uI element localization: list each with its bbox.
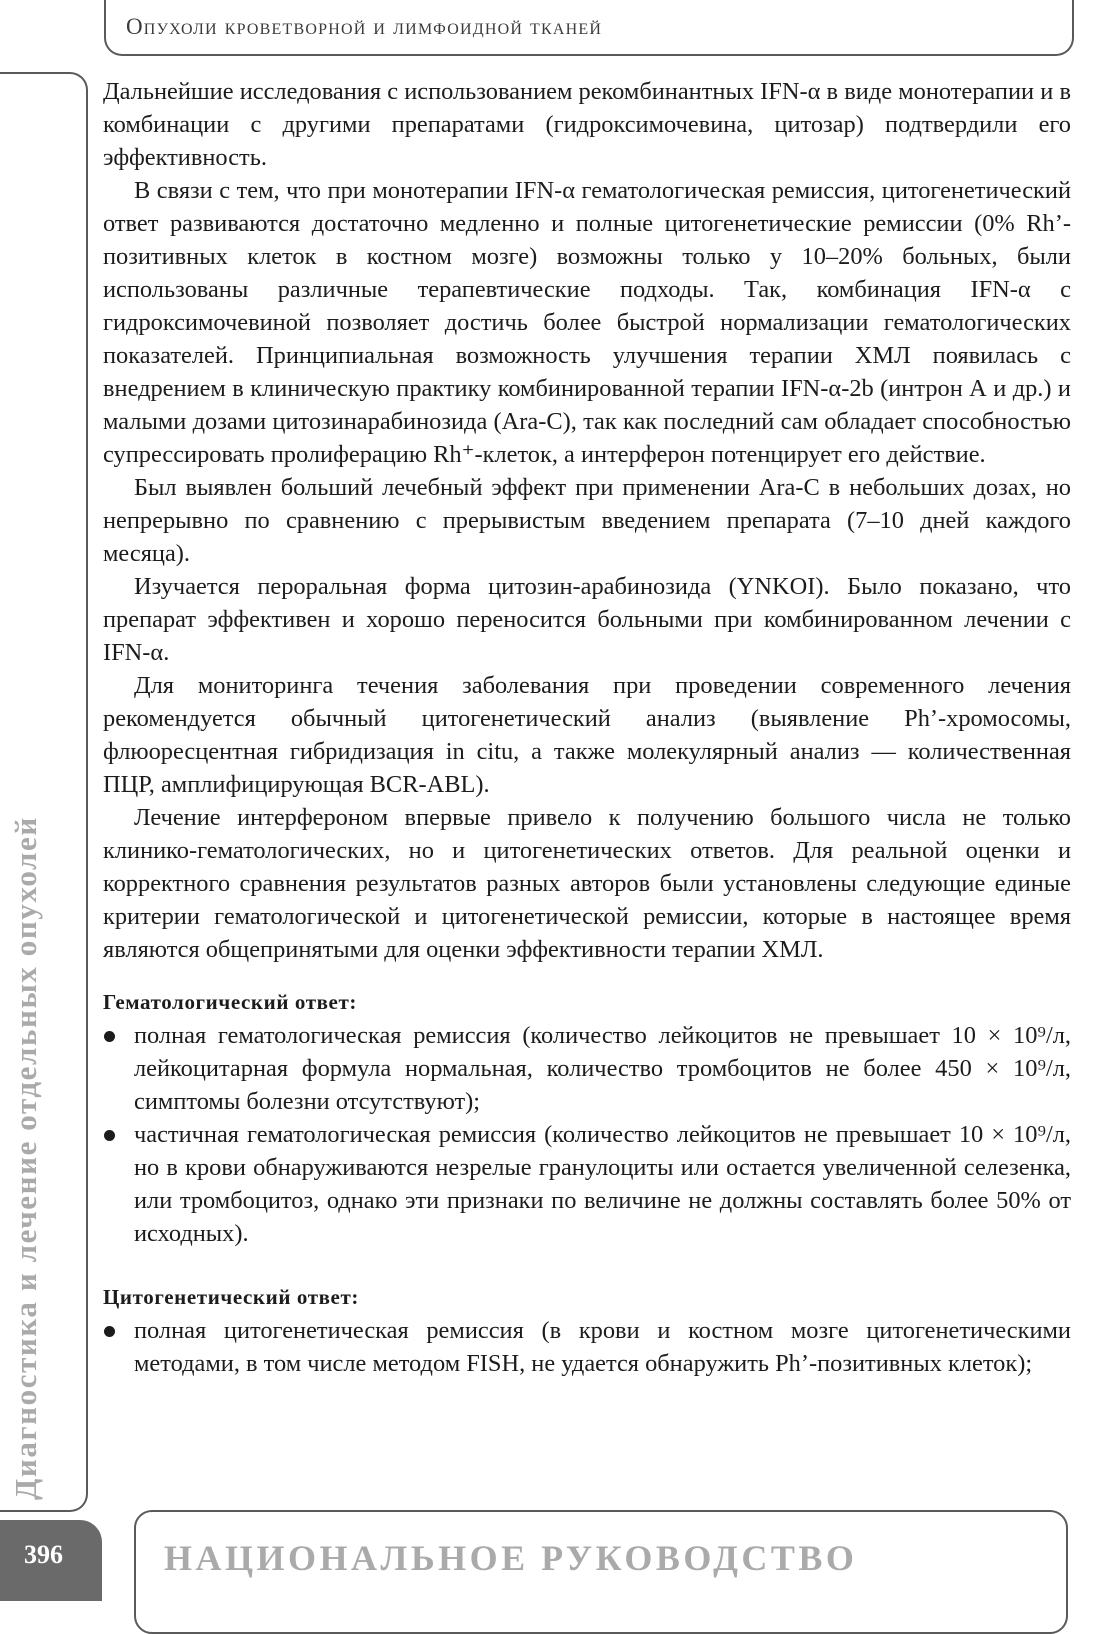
paragraph: Был выявлен больший лечебный эффект при применении Ara-C в небольших дозах, но непрерывно по сравнению с прерывистым введением препарата (7–10 дней каждого месяца). xyxy=(103,474,1071,567)
running-header: Опухоли кроветворной и лимфоидной тканей xyxy=(126,14,603,39)
list-item: полная гематологическая ремиссия (количество лейкоцитов не превышает 10 × 10⁹/л, лейкоцитарная формула нормальная, количество тромбоцитов не более 450 × 10⁹/л, симптомы болезни отсутствуют); xyxy=(103,1019,1071,1118)
series-title: НАЦИОНАЛЬНОЕ РУКОВОДСТВО xyxy=(164,1538,858,1578)
cytogenetic-response-list xyxy=(103,1314,1071,1380)
paragraph: В связи с тем, что при монотерапии IFN-α гематологическая ремиссия, цитогенетический ответ развиваются достаточно медленно и полные цитогенетические ремиссии (0% Rh’-позитивных клеток в костном мозге) возможны только у 10–20% больных, были использованы различные терапевтические подходы. Так, комбинация IFN-α с гидроксимочевиной позволяет достичь более быстрой нормализации гематологических показателей. Принципиальная возможность улучшения терапии ХМЛ появилась с внедрением в клиническую практику комбинированной терапии IFN-α-2b (интрон А и др.) и малыми дозами цитозинарабинозида (Ara-C), так как последний сам обладает способностью супрессировать пролиферацию Rh⁺-клеток, а интерферон потенцирует его действие. xyxy=(103,177,1071,468)
page-number-box xyxy=(0,1520,102,1601)
cytogenetic-response-heading: Цитогенетический ответ: xyxy=(103,1285,359,1309)
paragraph: Дальнейшие исследования с использованием рекомбинантных IFN-α в виде монотерапии и в комбинации с другими препаратами (гидроксимочевина, цитозар) подтвердили его эффективность. xyxy=(103,78,1071,171)
page-body xyxy=(103,75,1071,1380)
page-number: 396 xyxy=(24,1540,63,1569)
list-item: полная цитогенетическая ремиссия (в крови и костном мозге цитогенетическими методами, в том числе методом FISH, не удается обнаружить Ph’-позитивных клеток); xyxy=(103,1314,1071,1380)
hematologic-response-list xyxy=(103,1019,1071,1250)
paragraph: Для мониторинга течения заболевания при проведении современного лечения рекомендуется обычный цитогенетический анализ (выявление Ph’-хромосомы, флюоресцентная гибридизация in citu, а также молекулярный анализ — количественная ПЦР, амплифицирующая BCR-ABL). xyxy=(103,672,1071,798)
paragraph: Лечение интерфероном впервые привело к получению большого числа не только клинико-гематологических, но и цитогенетических ответов. Для реальной оценки и корректного сравнения результатов разных авторов были установлены следующие единые критерии гематологической и цитогенетической ремиссии, которые в настоящее время являются общепринятыми для оценки эффективности терапии ХМЛ. xyxy=(103,804,1071,963)
list-item: частичная гематологическая ремиссия (количество лейкоцитов не превышает 10 × 10⁹/л, но в крови обнаруживаются незрелые гранулоциты или остается увеличенной селезенка, или тромбоцитоз, однако эти признаки по величине не должны составлять более 50% от исходных). xyxy=(103,1118,1071,1250)
sidebar-chapter-title: Диагностика и лечение отдельных опухолей xyxy=(8,816,43,1500)
hematologic-response-heading: Гематологический ответ: xyxy=(103,990,357,1014)
paragraph: Изучается пероральная форма цитозин-арабинозида (YNKOI). Было показано, что препарат эффективен и хорошо переносится больными при комбинированном лечении с IFN-α. xyxy=(103,573,1071,666)
